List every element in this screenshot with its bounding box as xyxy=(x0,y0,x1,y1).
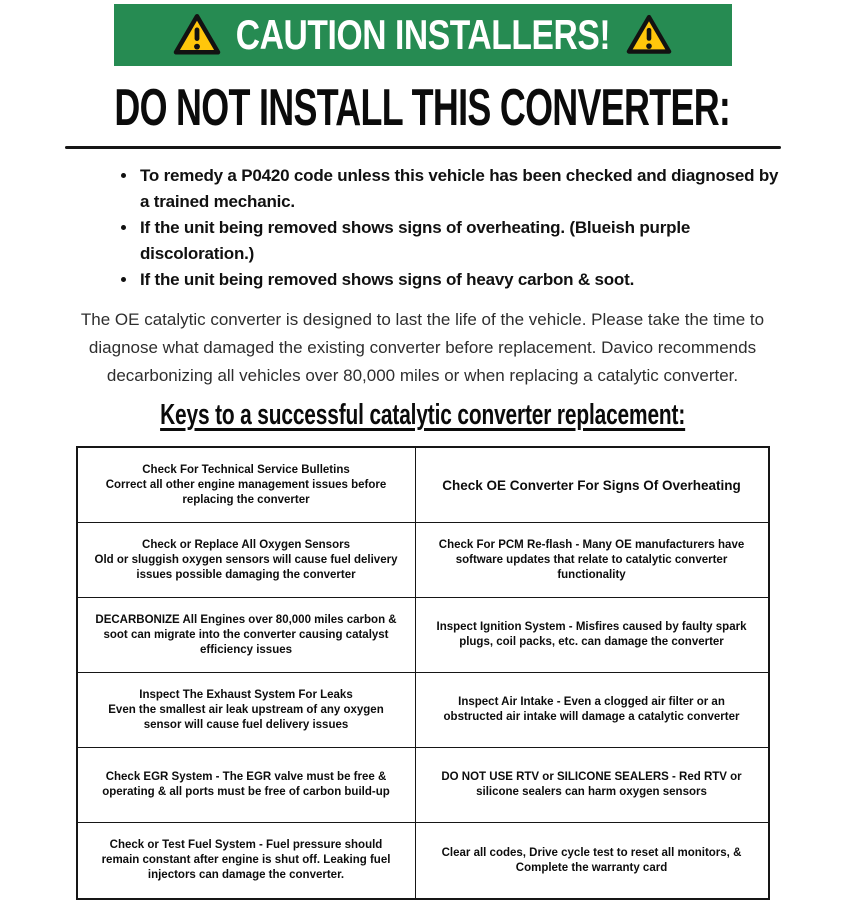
cell-line: Check EGR System - The EGR valve must be free & operating & all ports must be free of carbon build-up xyxy=(102,771,390,798)
cell-line: DO NOT USE RTV or SILICONE SEALERS - Red RTV or silicone sealers can harm oxygen sensors xyxy=(441,771,742,798)
table-cell-left xyxy=(78,748,416,823)
warning-list xyxy=(118,163,790,293)
cell-line: Inspect Air Intake - Even a clogged air filter or an obstructed air intake will damage a catalytic converter xyxy=(443,696,740,723)
warning-triangle-icon xyxy=(173,13,221,57)
cell-line: Check OE Converter For Signs Of Overheating xyxy=(442,477,741,493)
warning-list-item: • To remedy a P0420 code unless this vehicle has been checked and diagnosed by a trained mechanic. xyxy=(138,163,790,215)
cell-line: Check For Technical Service Bulletins xyxy=(142,463,350,476)
caution-flyer xyxy=(0,4,845,900)
table-cell-left xyxy=(78,448,416,523)
table-cell-left xyxy=(78,673,416,748)
warning-triangle-icon xyxy=(626,14,672,56)
warning-list-item: • If the unit being removed shows signs of heavy carbon & soot. xyxy=(138,267,790,293)
cell-line: Correct all other engine management issues before replacing the converter xyxy=(105,478,387,506)
main-heading: DO NOT INSTALL THIS CONVERTER: xyxy=(114,79,731,137)
table-cell-right xyxy=(416,823,768,898)
cell-line: DECARBONIZE All Engines over 80,000 miles carbon & soot can migrate into the converter causing catalyst efficiency issues xyxy=(95,613,397,656)
cell-line: Old or sluggish oxygen sensors will cause fuel delivery issues possible damaging the converter xyxy=(94,553,398,581)
cell-line: Clear all codes, Drive cycle test to reset all monitors, & Complete the warranty card xyxy=(441,846,742,874)
table-cell-right xyxy=(416,673,768,748)
cell-line: Check For PCM Re-flash - Many OE manufacturers have software updates that relate to catalytic converter functionality xyxy=(438,538,745,581)
divider-line xyxy=(65,146,781,149)
caution-banner xyxy=(114,4,732,66)
cell-line: Check or Test Fuel System - Fuel pressure should remain constant after engine is shut off. Leaking fuel injectors can damage the converter. xyxy=(101,839,391,881)
tips-table xyxy=(76,446,770,900)
cell-line: Even the smallest air leak upstream of any oxygen sensor will cause fuel delivery issues xyxy=(108,703,384,731)
table-cell-right xyxy=(416,598,768,673)
cell-line: Inspect Ignition System - Misfires caused by faulty spark plugs, coil packs, etc. can damage the converter xyxy=(436,621,747,648)
cell-line: Inspect The Exhaust System For Leaks xyxy=(139,688,353,701)
table-cell-left xyxy=(78,823,416,898)
table-cell-right xyxy=(416,448,768,523)
table-cell-right xyxy=(416,748,768,823)
keys-heading: Keys to a successful catalytic converter replacement: xyxy=(159,399,686,431)
cell-line: Check or Replace All Oxygen Sensors xyxy=(142,538,350,551)
caution-banner-label: CAUTION INSTALLERS! xyxy=(236,11,611,58)
intro-paragraph: The OE catalytic converter is designed to last the life of the vehicle. Please take the time to diagnose what damaged the existing converter before replacement. Davico recommends decarbonizing all vehicles over 80,000 miles or when replacing a catalytic converter. xyxy=(80,310,765,385)
warning-list-item: • If the unit being removed shows signs of overheating. (Blueish purple discoloration.) xyxy=(138,215,790,267)
table-cell-left xyxy=(78,523,416,598)
table-cell-right xyxy=(416,523,768,598)
table-cell-left xyxy=(78,598,416,673)
